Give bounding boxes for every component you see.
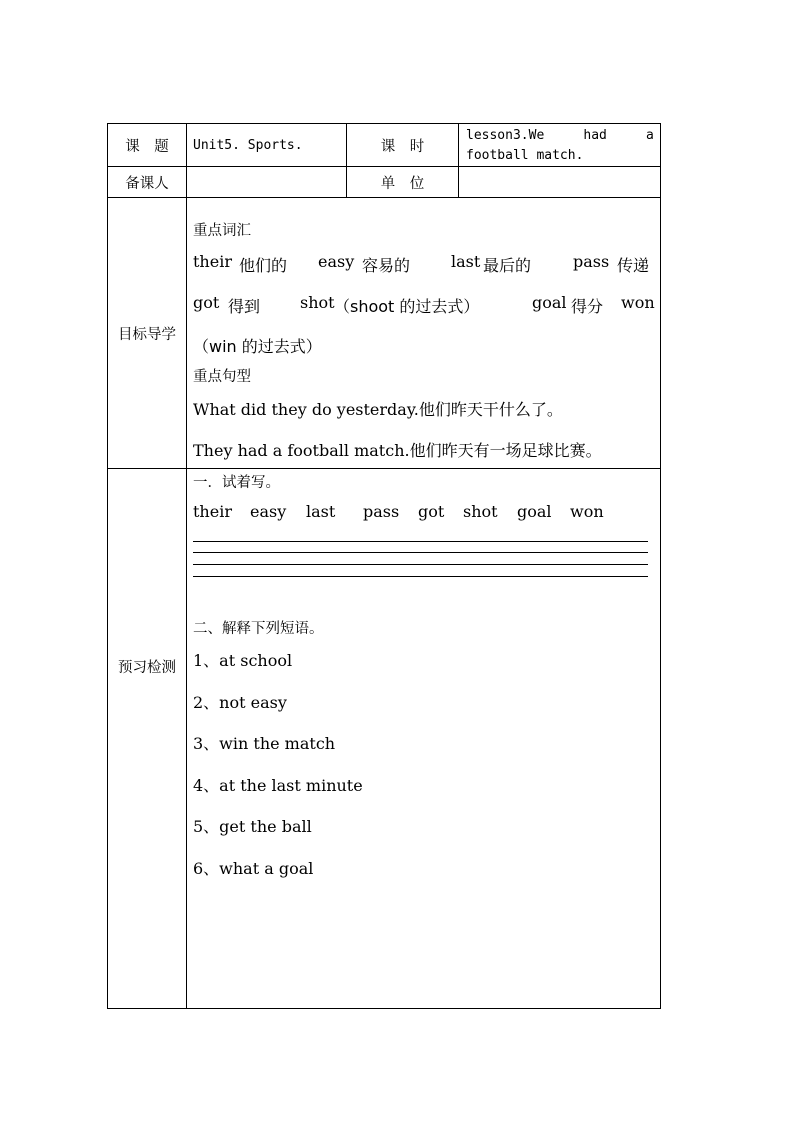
key-sentence: They had a football match.他们昨天有一场足球比赛。 — [193, 441, 602, 460]
vocab-word: won — [621, 293, 655, 312]
topic-label: 课 题 — [125, 138, 169, 155]
phrase-item: 3、win the match — [193, 734, 336, 753]
vocab-word: last — [451, 252, 481, 271]
practice-word: shot — [463, 502, 498, 521]
vocab-meaning: 得分 — [571, 297, 604, 316]
topic-value: Unit5. Sports. — [193, 138, 303, 153]
row-divider — [108, 197, 660, 198]
vocab-meaning: 最后的 — [483, 256, 532, 275]
phrase-item: 4、at the last minute — [193, 776, 363, 795]
vocab-meaning: （win 的过去式） — [193, 337, 322, 356]
period-value-line1: lesson3.We had a — [466, 128, 654, 143]
writing-line — [193, 576, 648, 577]
vocab-word: their — [193, 252, 232, 271]
vocab-meaning: 得到 — [228, 297, 261, 316]
vocab-meaning: 传递 — [617, 256, 650, 275]
vocab-word: shot — [300, 293, 335, 312]
row-divider — [108, 468, 660, 469]
practice-word: pass — [363, 502, 400, 521]
column-divider — [186, 124, 187, 1008]
practice-word: won — [570, 502, 604, 521]
practice-word: their — [193, 502, 232, 521]
preparer-label: 备课人 — [125, 175, 169, 192]
lesson-plan-table — [107, 123, 661, 1009]
vocab-word: got — [193, 293, 220, 312]
phrase-item: 2、not easy — [193, 693, 287, 712]
vocab-word: goal — [532, 293, 567, 312]
section2-title: 二、解释下列短语。 — [193, 621, 324, 637]
writing-line — [193, 552, 648, 553]
vocab-meaning: （shoot 的过去式） — [334, 297, 480, 316]
goals-label: 目标导学 — [118, 326, 176, 343]
vocab-heading: 重点词汇 — [193, 223, 251, 239]
phrase-item: 6、what a goal — [193, 859, 314, 878]
unit-label: 单 位 — [380, 175, 425, 192]
column-divider — [458, 124, 459, 197]
practice-word: easy — [250, 502, 287, 521]
period-label: 课 时 — [380, 138, 425, 155]
sentence-heading: 重点句型 — [193, 369, 251, 385]
phrase-item: 5、get the ball — [193, 817, 312, 836]
vocab-word: pass — [573, 252, 610, 271]
key-sentence: What did they do yesterday.他们昨天干什么了。 — [193, 400, 563, 419]
writing-line — [193, 541, 648, 542]
section1-title: 一．试着写。 — [193, 475, 280, 491]
vocab-word: easy — [318, 252, 355, 271]
practice-word: goal — [517, 502, 552, 521]
writing-line — [193, 564, 648, 565]
vocab-meaning: 他们的 — [239, 256, 288, 275]
preview-label: 预习检测 — [118, 660, 176, 676]
vocab-meaning: 容易的 — [362, 256, 411, 275]
practice-word: got — [418, 502, 445, 521]
phrase-item: 1、at school — [193, 651, 293, 670]
practice-word: last — [306, 502, 336, 521]
period-value-line2: football match. — [466, 148, 584, 163]
